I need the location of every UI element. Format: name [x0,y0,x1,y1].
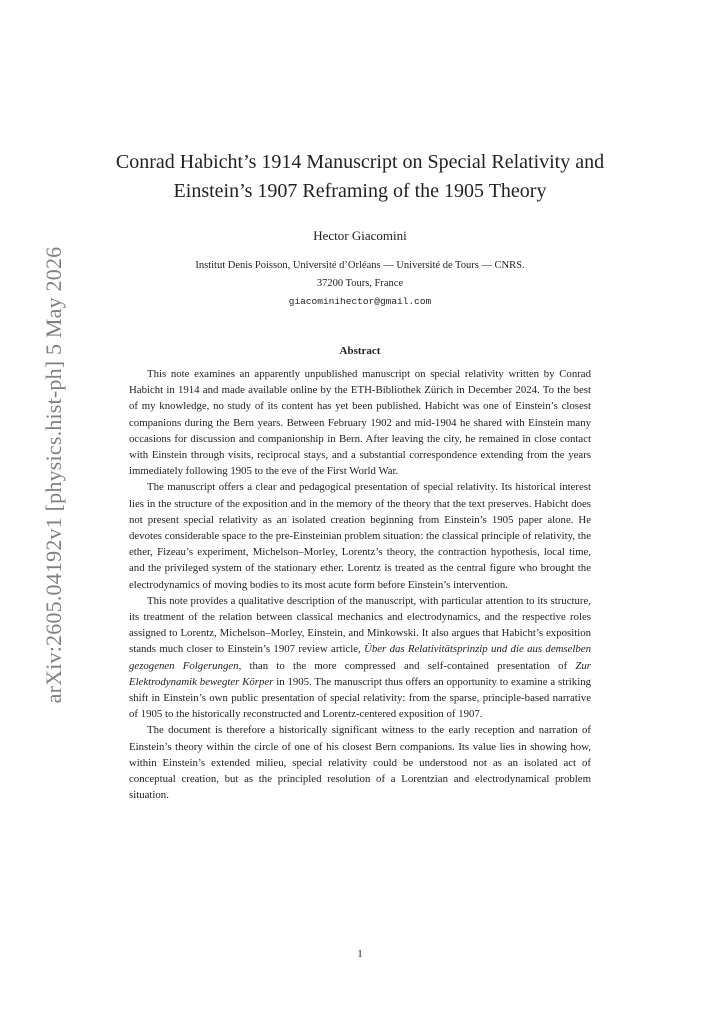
page-number: 1 [357,948,363,960]
author-name: Hector Giacomini [313,228,407,243]
abstract-paragraph-1: This note examines an apparently unpublished manuscript on special relativity written by Conrad Habicht in 1914 and made available online by the ETH-Bibliothek Zürich in December 2024. To the best of my knowledge, no study of its content has yet been published. Habicht was one of Einstein’s closest companions during the Bern years. Between February 1902 and mid-1904 he shared with Einstein many occasions for discussion and companionship in Bern. After leaving the city, he remained in close contact with Einstein through visits, reciprocal stays, and a substantial correspondence extending from the years immediately following 1905 to the eve of the First World War. [129,368,591,478]
title-line-2: Einstein’s 1907 Reframing of the 1905 Theory [173,180,547,202]
abstract-paragraph-2: The manuscript offers a clear and pedagogical presentation of special relativity. Its historical interest lies in the structure of the exposition and in the memory of the theory that the text preserves. Habicht does not present special relativity as an isolated creation beginning from Einstein’s 1905 paper alone. He devotes considerable space to the pre-Einsteinian problem situation: the classical principle of relativity, the ether, Fizeau’s experiment, Michelson–Morley, Lorentz’s theory, the contraction hypothesis, local time, and the privileged system of the stationary ether. Lorentz is treated as the central figure who brought the electrodynamics of moving bodies to its most acute form before Einstein’s intervention. [129,481,591,591]
abstract-paragraph-3-text-c: in 1905. The manuscript thus offers an opportunity to examine a striking shift in Einstein’s own public presentation of special relativity: from the sparse, principle-based narrative of 1905 to the historically reconstructed and Lorentz-centered exposition of 1907. [129,675,591,721]
reference-1907-article-title: Über das Relativitätsprinzip und die aus demselben gezogenen Folgerungen [129,643,591,672]
author-email: giacominihector@gmail.com [288,296,432,307]
author-affiliation [100,257,620,293]
paper-title [100,148,620,206]
abstract-paragraph-3-text-b: , than to the more compressed and self-contained presentation of [238,659,576,672]
affiliation-line-1: Institut Denis Poisson, Université d’Orléans — Université de Tours — CNRS. [195,260,525,271]
title-line-1: Conrad Habicht’s 1914 Manuscript on Special Relativity and [115,151,605,173]
abstract-heading: Abstract [339,345,381,357]
abstract-paragraph-3-text-a: This note provides a qualitative description of the manuscript, with particular attention to its structure, its treatment of the relation between classical mechanics and electrodynamics, and the respective roles assigned to Lorentz, Michelson–Morley, Einstein, and Minkowski. It also argues that Habicht’s exposition stands much closer to Einstein’s 1907 review article, [129,594,591,656]
abstract-paragraph-3 [129,593,591,723]
reference-1905-paper-title: Zur Elektrodynamik bewegter Körper [129,659,591,688]
abstract-body [129,366,591,803]
arxiv-identifier-stamp: arXiv:2605.04192v1 [physics.hist-ph] 5 May 2026 [41,246,66,704]
abstract-paragraph-4: The document is therefore a historically significant witness to the early reception and narration of Einstein’s theory within the circle of one of his closest Bern companions. Its value lies in showing how, within Einstein’s extended milieu, special relativity could be understood not as an isolated act of conceptual creation, but as the principled resolution of a Lorentzian and electrodynamical problem situation. [129,724,591,802]
affiliation-line-2: 37200 Tours, France [316,278,404,289]
